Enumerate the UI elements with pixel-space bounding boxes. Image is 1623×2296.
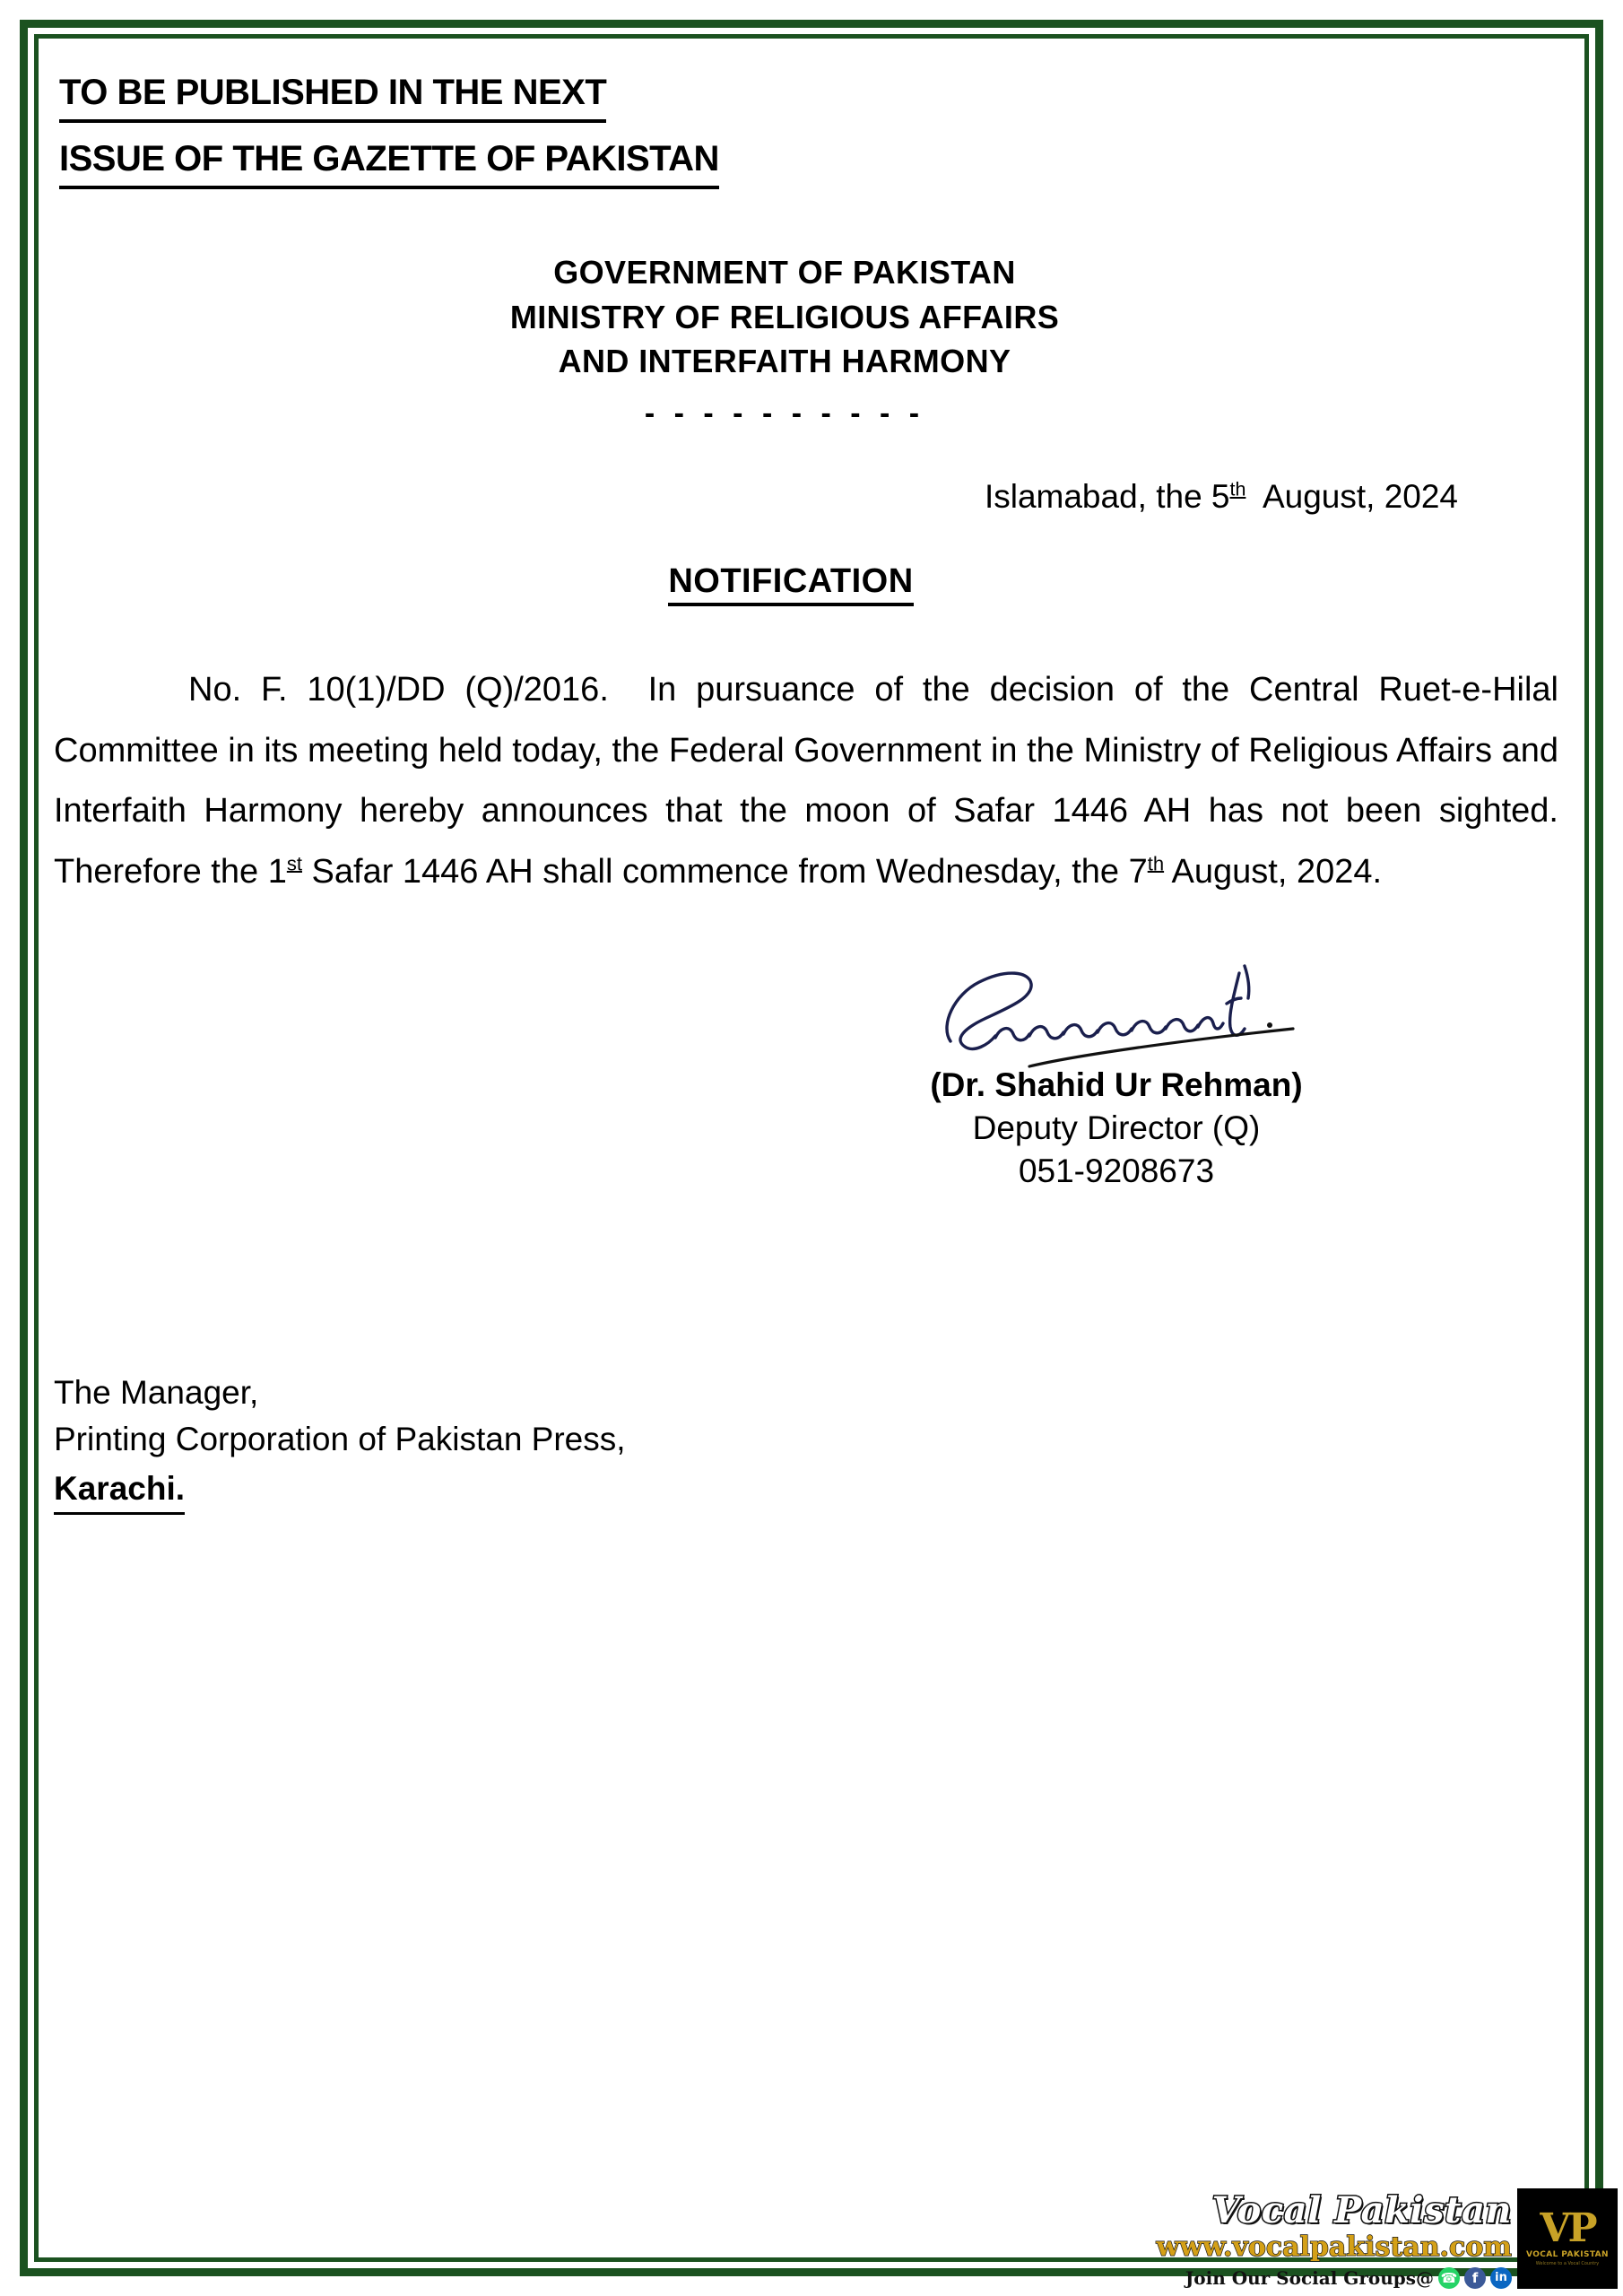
letterhead-separator: - - - - - - - - - -: [644, 396, 925, 431]
facebook-icon[interactable]: f: [1464, 2267, 1486, 2289]
reference-number: No. F. 10(1)/DD (Q)/2016.: [188, 671, 609, 709]
watermark-brand: Vocal Pakistan: [1211, 2188, 1512, 2231]
signatory-phone: 051-9208673: [1018, 1152, 1215, 1189]
letterhead-ministry: MINISTRY OF RELIGIOUS AFFAIRS: [509, 298, 1060, 335]
letterhead-government: GOVERNMENT OF PAKISTAN: [553, 254, 1016, 291]
addressee-line-2: Printing Corporation of Pakistan Press,: [54, 1421, 626, 1458]
addressee-city: Karachi.: [54, 1465, 185, 1516]
body-ordinal-1: st: [286, 852, 302, 875]
dateline-month-year: August, 2024: [1262, 478, 1458, 516]
dateline-ordinal-suffix: th: [1229, 478, 1246, 500]
watermark-url[interactable]: www.vocalpakistan.com: [1156, 2231, 1512, 2263]
body-ordinal-2: th: [1147, 852, 1165, 875]
logo-subcaption: Welcome to a Vocal Country: [1535, 2261, 1600, 2267]
watermark-join-label: Join Our Social Groups@: [1185, 2267, 1434, 2289]
vocal-pakistan-logo: [1517, 2188, 1618, 2289]
linkedin-icon[interactable]: in: [1490, 2267, 1512, 2289]
notification-title-wrap: [54, 562, 1569, 606]
body-part-3: August, 2024.: [1164, 852, 1383, 891]
logo-monogram: VP: [1540, 2205, 1595, 2251]
signatory-designation: Deputy Director (Q): [972, 1109, 1261, 1146]
letterhead: [54, 250, 1569, 384]
dateline: [54, 478, 1569, 516]
letterhead-department: AND INTERFAITH HARMONY: [558, 343, 1011, 380]
handwritten-signature: [924, 955, 1309, 1072]
document-content: [54, 52, 1569, 2244]
whatsapp-icon[interactable]: ☎: [1438, 2267, 1460, 2289]
signature-block: [54, 955, 1569, 1190]
gazette-notice-line-1: TO BE PUBLISHED IN THE NEXT: [59, 66, 606, 123]
gazette-publication-notice: [59, 66, 1569, 189]
dateline-place-date: Islamabad, the 5: [984, 478, 1230, 516]
notification-title: NOTIFICATION: [668, 562, 913, 606]
addressee-line-1: The Manager,: [54, 1373, 259, 1411]
watermark-text: [1156, 2188, 1517, 2290]
body-part-1: In pursuance of the decision of the Central Ruet-e-Hilal Committee in its meeting held today, the Federal Government in the Ministry of Religious Affairs and Interfaith Harmony hereby announces that the moon of Safar 1446 AH has not been sighted. Therefore the 1: [54, 671, 1558, 891]
notification-body: [54, 660, 1569, 903]
addressee-block: [54, 1370, 1569, 1516]
body-part-2: Safar 1446 AH shall commence from Wednesday, the 7: [301, 852, 1148, 891]
logo-caption: VOCAL PAKISTAN: [1526, 2250, 1609, 2260]
signatory-name: (Dr. Shahid Ur Rehman): [930, 1065, 1303, 1103]
watermark: [1156, 2188, 1618, 2289]
gazette-notice-line-2: ISSUE OF THE GAZETTE OF PAKISTAN: [59, 133, 719, 189]
watermark-social-row: [1156, 2267, 1512, 2289]
